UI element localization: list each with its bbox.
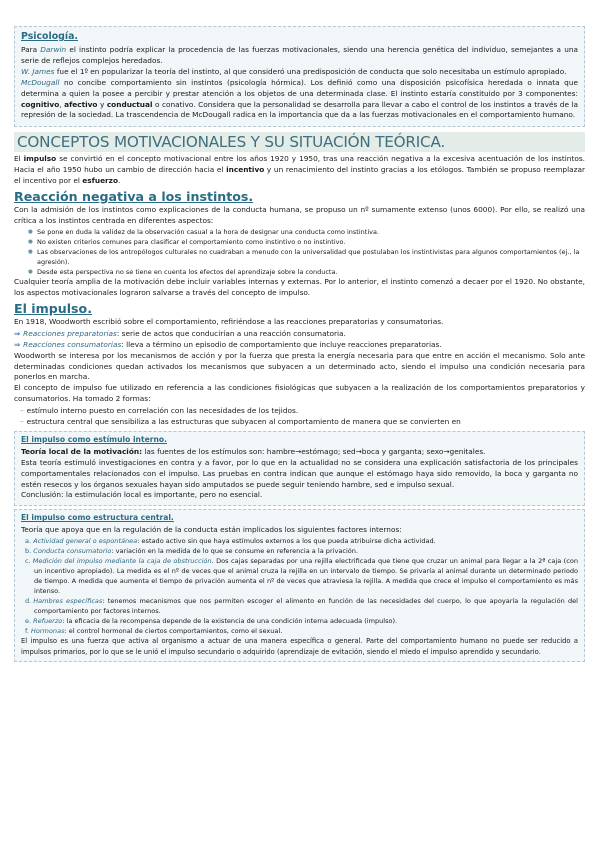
list-item: e. Refuerzo: la eficacia de la recompensa depende de la existencia de una condición interna adecuada (impulso). bbox=[25, 617, 398, 626]
estimulo-conclusion: Conclusión: la estimulación local es importante, pero no esencial. bbox=[21, 490, 263, 500]
estructura-factor-list bbox=[21, 536, 578, 636]
estructura-title: El impulso como estructura central. bbox=[21, 513, 174, 523]
impulso-p2: Woodworth se interesa por los mecanismos de acción y por la fuerza que presta la energía necesaria para que entre en acción el mecanismo. Solo ante determinadas condiciones quedan activados los mecanismos que subyacen a un determinado acto, siendo el impulso una condición necesaria para ponerlos en marcha. bbox=[14, 350, 585, 382]
reaccion-heading: Reacción negativa a los instintos. bbox=[14, 189, 254, 205]
list-item: ● No existen criterios comunes para clasificar el comportamiento como instintivo o no instintivo. bbox=[28, 237, 585, 247]
darwin-paragraph: Para Darwin el instinto podría explicar la procedencia de las fuerzas motivacionales, siendo una herencia genética del individuo, semejantes a una serie de reflejos complejos heredados. bbox=[21, 45, 579, 65]
list-item: d. Hambres específicas: tenemos mecanismos que nos permiten escoger el alimento en función de las necesidades del cuerpo, lo que apoyaría la regulación del comportamiento por factores internos. bbox=[25, 597, 578, 616]
list-item: ● Las observaciones de los antropólogos culturales no cuadraban a menudo con la universalidad que postulaban los instintivistas para algunos comportamientos (ej., la agresión). bbox=[28, 247, 585, 267]
james-paragraph: W. James fue el 1º en popularizar la teoría del instinto, al que consideró una predisposición de conducta que solo necesitaba un estímulo apropiado. bbox=[21, 66, 567, 76]
list-item: a. Actividad general o espontánea: estado activo sin que haya estímulos externos a los que pueda atribuirse dicha actividad. bbox=[25, 537, 436, 546]
list-item: ● Desde esta perspectiva no se tiene en cuenta los efectos del aprendizaje sobre la conducta. bbox=[28, 267, 585, 277]
list-item: f. Hormonas: el control hormonal de ciertos comportamientos, como el sexual. bbox=[25, 627, 283, 636]
dash-icon: – bbox=[20, 406, 24, 416]
dash-icon: – bbox=[20, 417, 24, 427]
list-item: – estímulo interno puesto en correlación con las necesidades de los tejidos. bbox=[20, 406, 299, 416]
document-page bbox=[14, 0, 585, 662]
arrow-right-icon: ⇒ bbox=[14, 329, 21, 339]
estimulo-p2: Esta teoría estimuló investigaciones en contra y a favor, por lo que en la actualidad no se considera una explicación satisfactoria de los principales comportamentales relacionados con el impulso. Las pruebas en contra indican que aunque el estómago haya sido removido, la boca y garganta no estén resecos y los órganos sexuales hayan sido amputados se puede seguir teniendo hambre, sed e impulso sexual. bbox=[21, 457, 578, 489]
teoria-local-line: Teoría local de la motivación: las fuentes de los estímulos son: hambre→estómago; sed→boca y garganta; sexo→genitales. bbox=[21, 446, 486, 456]
mcdougall-paragraph: McDougall no concibe comportamiento sin instintos (psicología hórmica). Los definió como una disposición psicofísica heredada o innata que determina a quien la posee a percibir y prestar atención a los objetos de una determinada clase. El instinto estaría constituido por 3 componentes: cognitivo, afectivo y conductual o conativo. Considera que la personalidad se desarrolla para llevar a cabo el control de los instintos a través de la represión de la sociedad. La trascendencia de McDougall radica en la importancia que da a las fuerzas motivacionales en el comportamiento humano. bbox=[21, 77, 579, 120]
psicologia-box bbox=[14, 26, 585, 127]
estructura-central-box bbox=[14, 509, 585, 662]
impulso-heading: El impulso. bbox=[14, 301, 92, 317]
darwin-name: Darwin bbox=[40, 45, 67, 54]
list-item: c. Medición del impulso mediante la caja de obstrucción. Dos cajas separadas por una rejilla electrificada que tiene que cruzar un animal para llegar a la 2ª caja (con un incentivo apropiado). La medida es el nº de veces que el animal cruza la rejilla en un intervalo de tiempo. Se privaría al animal durante un determinado periodo de tiempo. A medida que aumenta el tiempo de privación aumenta el nº de veces que atraviesa la rejilla. A medida que crece el impulso el comportamiento es más intenso. bbox=[25, 557, 578, 596]
impulso-p3: El concepto de impulso fue utilizado en referencia a las condiciones fisiológicas que subyacen a la realización de los comportamientos preparatorios y consumatorios. Ha tomado 2 formas: bbox=[14, 383, 585, 404]
list-item: b. Conducta consumatorio: variación en la medida de lo que se consume en referencia a la privación. bbox=[25, 547, 359, 556]
estructura-outro: El impulso es una fuerza que activa al organismo a actuar de una manera específica o general. Parte del comportamiento humano no puede ser reducido a impulsos primarios, por lo que se le unió el impulso secundario o adquirido (aprendizaje de evitación, siendo el miedo el impulso aprendido y secundario. bbox=[21, 637, 578, 656]
reaccion-bullet-list bbox=[14, 227, 585, 277]
list-item: ● Se pone en duda la validez de la observación casual a la hora de designar una conducta como instintiva. bbox=[28, 227, 585, 237]
arrow-right-icon: ⇒ bbox=[14, 340, 21, 350]
reaccion-outro: Cualquier teoría amplia de la motivación debe incluir variables internas y externas. Por lo anterior, el instinto comenzó a decaer por el 1920. No obstante, los aspectos motivacionales lograron salvarse a través del concepto de impulso. bbox=[14, 277, 585, 298]
conceptos-heading: CONCEPTOS MOTIVACIONALES Y SU SITUACIÓN TEÓRICA. bbox=[14, 132, 585, 152]
estimulo-interno-box bbox=[14, 431, 585, 507]
james-name: W. James bbox=[21, 66, 55, 76]
list-item: – estructura central que sensibiliza a las estructuras que subyacen al comportamiento de manera que se convierten en bbox=[20, 417, 461, 427]
impulso-forms-list bbox=[14, 405, 585, 428]
reaccion-intro: Con la admisión de los instintos como explicaciones de la conducta humana, se propuso un nº sumamente extenso (unos 6000). Por ello, se realizó una crítica a los instintos centrada en diferentes aspectos: bbox=[14, 205, 585, 225]
psicologia-title: Psicología. bbox=[21, 31, 78, 42]
mcdougall-name: McDougall bbox=[21, 77, 60, 87]
estructura-intro: Teoría que apoya que en la regulación de la conducta están implicados los siguientes factores internos: bbox=[21, 525, 402, 535]
conceptos-paragraph: El impulso se convirtió en el concepto motivacional entre los años 1920 y 1950, tras una reacción negativa a la excesiva acentuación de los instintos. Hacia el año 1950 hubo un cambio de dirección hacia el incentivo y un renacimiento del instinto gracias a los etólogos. También se propuso reemplazar el incentivo por el esfuerzo. bbox=[14, 154, 585, 186]
reacciones-preparatorias-line: ⇒ Reacciones preparatorias: serie de actos que conducirían a una reacción consumatoria. bbox=[14, 329, 346, 339]
impulso-p1: En 1918, Woodworth escribió sobre el comportamiento, refiriéndose a las reacciones preparatorias y consumatorias. bbox=[14, 317, 444, 327]
estimulo-title: El impulso como estímulo interno. bbox=[21, 434, 167, 444]
reacciones-consumatorias-line: ⇒ Reacciones consumatorias: lleva a término un episodio de comportamiento que incluye reacciones preparatorias. bbox=[14, 340, 442, 350]
